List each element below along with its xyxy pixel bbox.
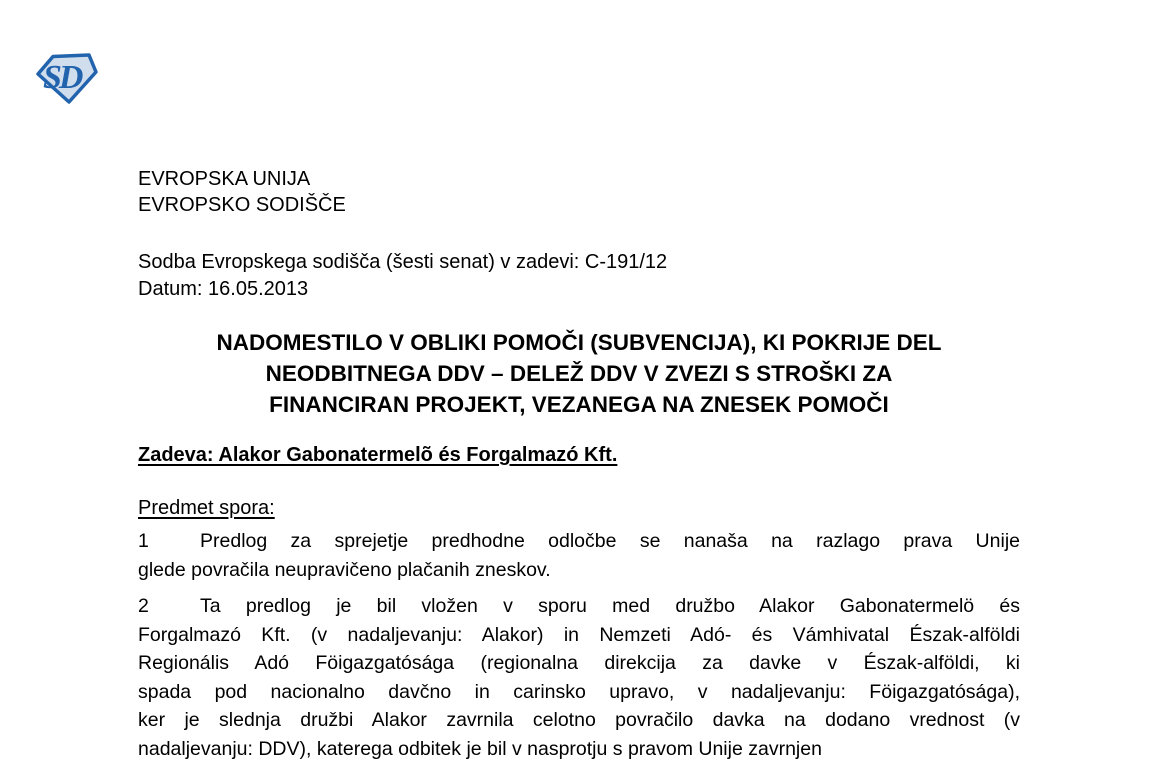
- judgment-reference-line: Sodba Evropskega sodišča (šesti senat) v zadevi: C-191/12: [138, 249, 1020, 276]
- paragraph-line: glede povračila neupravičeno plačanih zneskov.: [138, 556, 1020, 585]
- logo-letters: SD: [43, 59, 83, 96]
- sd-logo-icon: [36, 52, 100, 106]
- institution-line-union: EVROPSKA UNIJA: [138, 166, 1020, 192]
- date-line: Datum: 16.05.2013: [138, 276, 1020, 303]
- title-line: FINANCIRAN PROJEKT, VEZANEGA NA ZNESEK POMOČI: [138, 389, 1020, 420]
- institution-header: [138, 166, 1020, 218]
- paragraph-number: 1: [138, 527, 149, 556]
- paragraph-2: [138, 592, 1020, 763]
- title-line: NADOMESTILO V OBLIKI POMOČI (SUBVENCIJA), KI POKRIJE DEL: [138, 327, 1020, 358]
- paragraph-line: Regionális Adó Föigazgatósága (regionalna direkcija za davke v Észak-alföldi, ki: [138, 649, 1020, 678]
- document-title: [138, 327, 1020, 420]
- paragraph-line: spada pod nacionalno davčno in carinsko upravo, v nadaljevanju: Föigazgatósága),: [138, 678, 1020, 707]
- dispute-heading-label: Predmet spora:: [138, 497, 275, 519]
- sd-court-logo: [36, 52, 100, 106]
- dispute-heading: [138, 497, 1020, 520]
- paragraph-line: nadaljevanju: DDV), katerega odbitek je bil v nasprotju s pravom Unije zavrnjen: [138, 735, 1020, 763]
- title-line: NEODBITNEGA DDV – DELEŽ DDV V ZVEZI S STROŠKI ZA: [138, 358, 1020, 389]
- institution-line-court: EVROPSKO SODIŠČE: [138, 192, 1020, 218]
- case-info: [138, 249, 1020, 303]
- paragraph-line: Forgalmazó Kft. (v nadaljevanju: Alakor) in Nemzeti Adó- és Vámhivatal Észak-alföldi: [138, 621, 1020, 650]
- paragraph-line: Ta predlog je bil vložen v sporu med družbo Alakor Gabonatermelö és: [138, 592, 1020, 621]
- subject-label: Zadeva: Alakor Gabonatermelõ és Forgalmazó Kft.: [138, 444, 617, 466]
- paragraph-line: ker je slednja družbi Alakor zavrnila celotno povračilo davka na dodano vrednost (v: [138, 706, 1020, 735]
- paragraph-line: Predlog za sprejetje predhodne odločbe se nanaša na razlago prava Unije: [138, 527, 1020, 556]
- paragraph-1: [138, 527, 1020, 584]
- paragraph-number: 2: [138, 592, 149, 621]
- subject-line: [138, 444, 1020, 467]
